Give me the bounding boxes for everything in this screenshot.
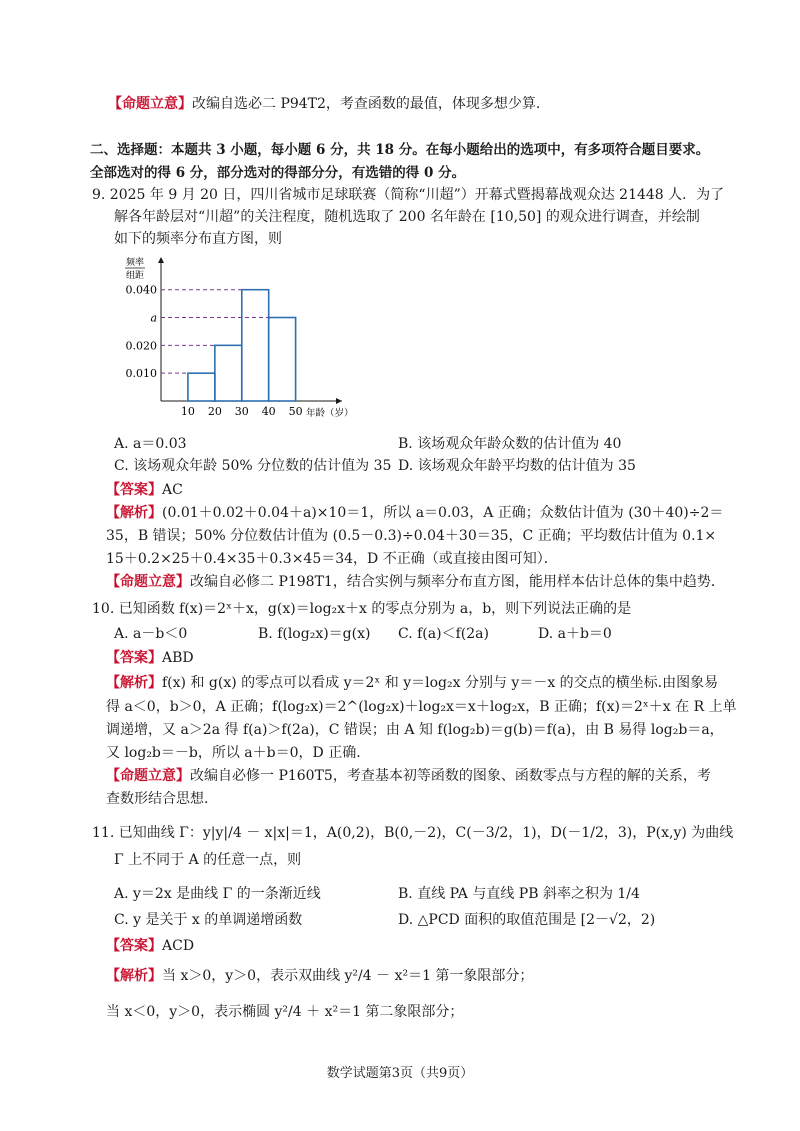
q10-analysis-line3: 调递增，又 a＞2a 得 f(a)＞f(2a)，C 错误；由 A 知 f(log₂b)＝g(b)＝f(a)，由 B 易得 log₂b＝a， [106,722,724,738]
q10-option-d: D. a＋b＝0 [538,626,612,642]
q11-stem-line2: Γ 上不同于 A 的任意一点，则 [114,852,302,868]
q10-analysis-line1 [106,673,718,693]
top-note [108,94,540,114]
y-axis-label-bottom: 组距 [125,271,145,281]
y-axis-label-top: 频率 [125,258,145,268]
y-tick-label: 0.010 [125,367,157,381]
x-tick-label: 40 [261,405,276,418]
top-note-text: 改编自选必二 P94T2，考查函数的最值，体现多想少算. [192,96,541,112]
q11-analysis-line1 [106,966,533,986]
q9-option-c: C. 该场观众年龄 50% 分位数的估计值为 35 [114,458,392,474]
x-axis-label: 年龄（岁） [306,408,354,419]
q11-option-b: B. 直线 PA 与直线 PB 斜率之积为 1/4 [398,886,640,902]
q10-option-a: A. a－b＜0 [114,626,188,642]
x-axis-arrow [336,398,342,404]
q9-analysis-line2: 35，B 错误；50% 分位数估计值为 (0.5－0.3)÷0.04＋30＝35，C 正确；平均数估计值为 0.1× [106,528,717,544]
analysis-tag: 【解析】 [106,968,162,984]
analysis-tag: 【解析】 [106,675,162,691]
analysis-text: f(x) 和 g(x) 的零点可以看成 y＝2ˣ 和 y＝log₂x 分别与 y＝－x 的交点的横坐标.由图象易 [162,675,719,691]
section-heading-line1: 二、选择题：本题共 3 小题，每小题 6 分，共 18 分。在每小题给出的选项中，有多项符合题目要求。 [90,142,710,158]
y-tick-label: a [150,311,157,325]
x-tick-label: 10 [180,405,195,418]
y-tick-label: 0.020 [125,339,157,353]
answer-text: AC [162,482,183,498]
intent-text: 改编自必修一 P160T5，考查基本初等函数的图象、函数零点与方程的解的关系，考 [190,768,711,784]
q9-option-b: B. 该场观众年龄众数的估计值为 40 [398,436,622,452]
q11-option-a: A. y＝2x 是曲线 Γ 的一条渐近线 [114,886,321,902]
q11-option-d: D. △PCD 面积的取值范围是 [2－√2，2) [398,912,656,928]
histogram-bar [269,318,296,401]
q10-option-c: C. f(a)＜f(2a) [398,626,489,642]
q10-intent-line1 [106,766,711,786]
q11-analysis-line2: 当 x＜0，y＞0，表示椭圆 y²/4 ＋ x²＝1 第二象限部分； [106,1004,464,1020]
answer-text: ACD [162,938,195,954]
q11-answer [106,936,194,956]
histogram-bar [188,373,215,401]
intent-tag: 【命题立意】 [106,574,190,590]
q11-stem-line1: 11. 已知曲线 Γ：y|y|/4 － x|x|＝1，A(0,2)，B(0,－2)，C(－3/2，1)，D(－1/2，3)，P(x,y) 为曲线 [92,825,734,841]
answer-tag: 【答案】 [106,482,162,498]
answer-tag: 【答案】 [106,938,162,954]
q10-analysis-line4: 又 log₂b＝－b，所以 a＋b＝0，D 正确. [106,745,361,761]
tag-label: 【命题立意】 [108,96,192,112]
answer-text: ABD [162,650,194,666]
q10-analysis-line2: 得 a＜0，b＞0，A 正确；f(log₂x)＝2^(log₂x)＋log₂x＝x＋log₂x，B 正确；f(x)＝2ˣ＋x 在 R 上单 [106,699,737,715]
q10-option-b: B. f(log₂x)＝g(x) [258,626,371,642]
q9-stem-line1: 9. 2025 年 9 月 20 日，四川省城市足球联赛（简称“川超”）开幕式暨揭幕战观众达 21448 人．为了 [92,187,725,203]
analysis-text: 当 x＞0，y＞0，表示双曲线 y²/4 － x²＝1 第一象限部分； [162,968,534,984]
x-tick-label: 30 [234,405,249,418]
q10-intent-line2: 查数形结合思想. [106,791,209,807]
intent-text: 改编自必修二 P198T1，结合实例与频率分布直方图，能用样本估计总体的集中趋势． [190,574,725,590]
analysis-tag: 【解析】 [106,505,162,521]
x-tick-label: 50 [288,405,303,418]
q11-option-c: C. y 是关于 x 的单调递增函数 [114,912,303,928]
q9-answer [106,480,183,500]
intent-tag: 【命题立意】 [106,768,190,784]
q9-option-a: A. a＝0.03 [114,436,187,452]
analysis-text: (0.01＋0.02＋0.04＋a)×10＝1，所以 a＝0.03，A 正确；众数估计值为 (30＋40)÷2＝ [162,505,724,521]
y-tick-label: 0.040 [125,283,157,297]
answer-tag: 【答案】 [106,650,162,666]
page-footer: 数学试题第3页（共9页） [326,1066,474,1081]
q9-stem-line3: 如下的频率分布直方图，则 [114,231,282,247]
q10-stem: 10. 已知函数 f(x)＝2ˣ＋x，g(x)＝log₂x＋x 的零点分别为 a，b，则下列说法正确的是 [92,601,632,617]
section-heading-line2: 全部选对的得 6 分，部分选对的得部分分，有选错的得 0 分。 [90,165,466,181]
y-axis-arrow [158,257,164,263]
q9-intent [106,572,725,592]
q10-answer [106,648,194,668]
histogram-bar [215,345,242,401]
q9-analysis-line1 [106,503,723,523]
q9-analysis-line3: 15＋0.2×25＋0.4×35＋0.3×45＝34，D 不正确（或直接由图可知）． [106,551,558,567]
frequency-histogram [115,253,355,423]
histogram-bar [242,290,269,401]
q9-option-d: D. 该场观众年龄平均数的估计值为 35 [398,458,636,474]
q9-stem-line2: 解各年龄层对“川超”的关注程度，随机选取了 200 名年龄在 [10,50] 的观众进行调查，并绘制 [114,209,700,225]
x-tick-label: 20 [207,405,222,418]
